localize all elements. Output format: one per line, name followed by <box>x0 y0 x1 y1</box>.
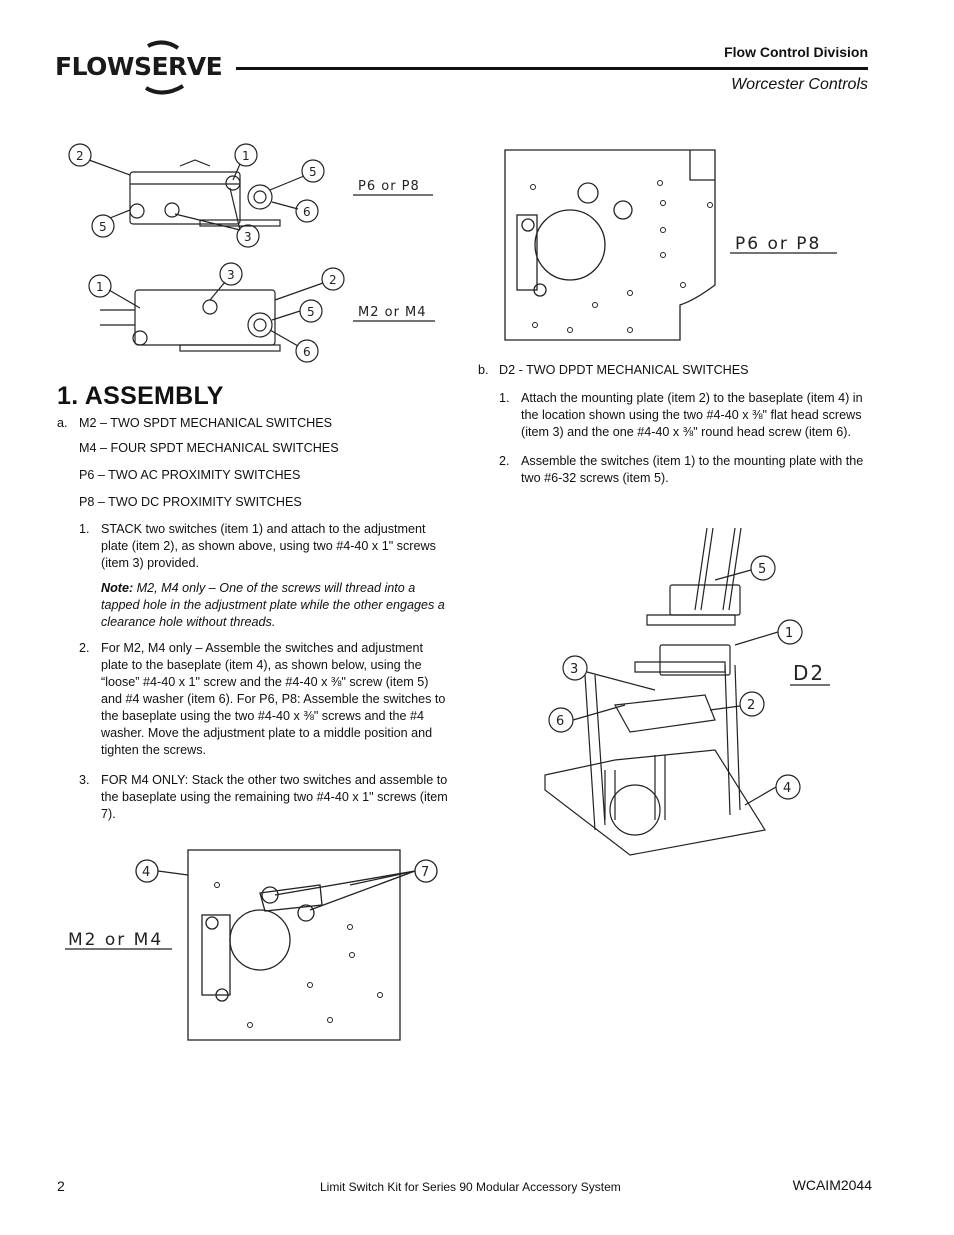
callout-label: 5 <box>758 562 767 577</box>
step-number: 1. <box>79 522 90 536</box>
figure-label: P6 or P8 <box>735 234 822 254</box>
step-text: For M2, M4 only – Assemble the switches and adjustment plate to the baseplate (item 4), as shown below, using the “loose” #4-40 x 1" screw and the #4-40 x ⅜" screw (item 5) and #4 washer (item 6). For P6, P8: Assemble the switches to the baseplate using the two #4-40 x ⅜" screws and the #4 washer. Move the adjustment plate to a middle position and tighten the screws. <box>101 641 446 757</box>
list-marker: a. <box>57 416 68 430</box>
callout-label: 1 <box>96 280 104 294</box>
switch-type-line: M2 – TWO SPDT MECHANICAL SWITCHES <box>79 416 333 430</box>
footer-title: Limit Switch Kit for Series 90 Modular Accessory System <box>320 1180 621 1194</box>
callout-label: 3 <box>244 230 252 244</box>
switch-type-line: M4 – FOUR SPDT MECHANICAL SWITCHES <box>79 441 339 455</box>
callout-label: 6 <box>303 205 311 219</box>
callout-label: 2 <box>76 149 84 163</box>
d2-exploded-figure <box>535 520 835 870</box>
section-title: 1. ASSEMBLY <box>57 382 224 410</box>
callout-label: 5 <box>307 305 315 319</box>
switch-type-line: P6 – TWO AC PROXIMITY SWITCHES <box>79 468 301 482</box>
figure-label: M2 or M4 <box>358 305 427 320</box>
figure-label: P6 or P8 <box>358 179 420 194</box>
callout-label: 2 <box>329 273 337 287</box>
callout-label: 3 <box>227 268 235 282</box>
baseplate-m2-m4-figure <box>60 845 440 1045</box>
switch-stack-figure <box>60 140 450 370</box>
callout-label: 4 <box>142 865 151 880</box>
step-text: Assemble the switches (item 1) to the mounting plate with the two #6-32 screws (item 5). <box>521 454 864 485</box>
callout-label: 3 <box>570 662 579 677</box>
callout-label: 1 <box>785 626 794 641</box>
step-number: 1. <box>499 391 510 405</box>
logo-swoosh-icon <box>108 40 208 100</box>
callout-label: 4 <box>783 781 792 796</box>
callout-label: 7 <box>421 865 430 880</box>
callout-label: 5 <box>309 165 317 179</box>
division-name: Flow Control Division <box>724 44 868 60</box>
brand-name: Worcester Controls <box>731 76 868 93</box>
step-number: 2. <box>499 454 510 468</box>
figure-label: D2 <box>793 661 826 685</box>
note-label: Note: <box>101 581 134 595</box>
document-id: WCAIM2044 <box>792 1177 872 1193</box>
flowserve-logo: FLOWSERVE <box>55 52 223 81</box>
note-text: M2, M4 only – One of the screws will thread into a tapped hole in the adjustment plate while the other engages a clearance hole without threads. <box>101 581 445 629</box>
subsection-title: D2 - TWO DPDT MECHANICAL SWITCHES <box>499 363 749 377</box>
callout-label: 6 <box>556 714 565 729</box>
note <box>101 580 451 631</box>
baseplate-p6-p8-figure <box>495 145 845 345</box>
list-marker: b. <box>478 363 489 377</box>
page-number: 2 <box>57 1178 65 1194</box>
step-text: Attach the mounting plate (item 2) to the baseplate (item 4) in the location shown using the two #4-40 x ⅜" flat head screws (item 3) and the one #4-40 x ⅜" round head screw (item 6). <box>521 391 863 439</box>
step-number: 2. <box>79 641 90 655</box>
figure-label: M2 or M4 <box>68 930 164 950</box>
callout-label: 1 <box>242 149 250 163</box>
header-rule <box>236 67 868 70</box>
callout-label: 6 <box>303 345 311 359</box>
switch-type-line: P8 – TWO DC PROXIMITY SWITCHES <box>79 495 302 509</box>
callout-label: 5 <box>99 220 107 234</box>
step-number: 3. <box>79 773 90 787</box>
step-text: STACK two switches (item 1) and attach to the adjustment plate (item 2), as shown above, using two #4-40 x 1" screws (item 3) provided. <box>101 522 436 570</box>
callout-label: 2 <box>747 698 756 713</box>
step-text: FOR M4 ONLY: Stack the other two switches and assemble to the baseplate using the remaining two #4-40 x 1" screws (item 7). <box>101 773 448 821</box>
